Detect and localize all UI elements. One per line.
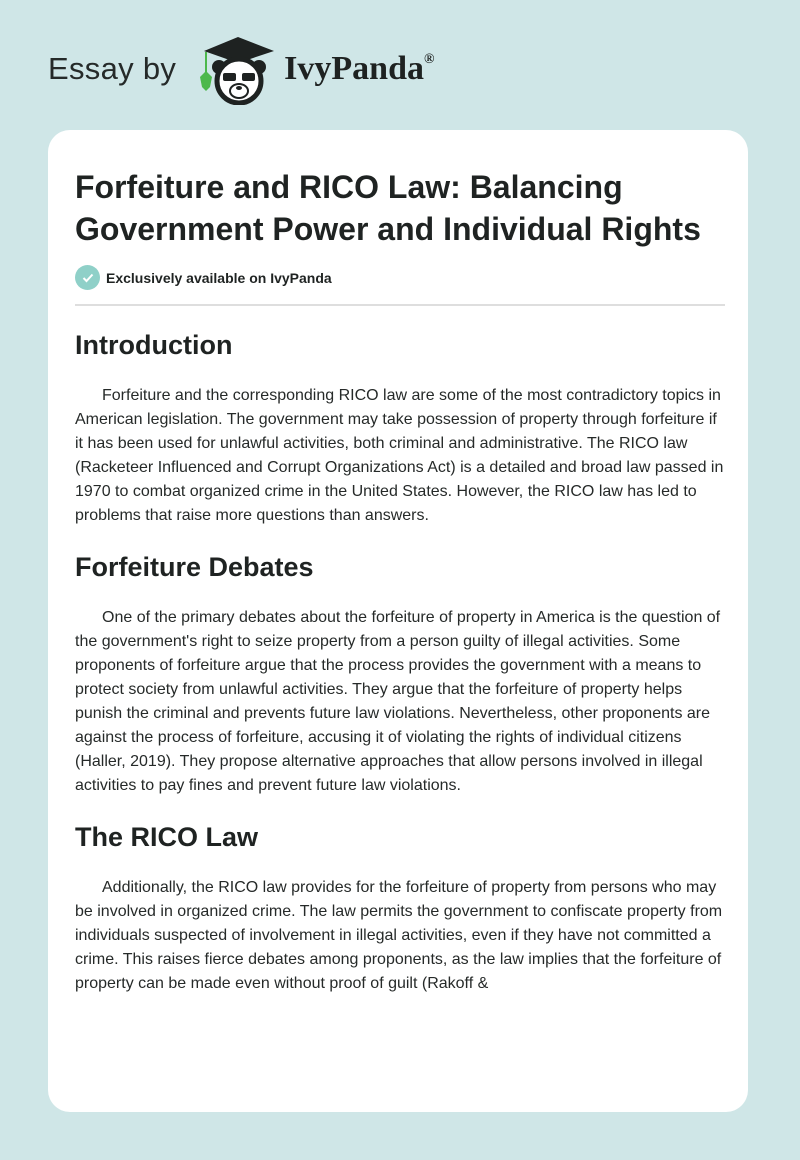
section-heading: Forfeiture Debates	[75, 552, 314, 582]
essay-title: Forfeiture and RICO Law: Balancing Government Power and Individual Rights	[75, 169, 701, 247]
brand-name: IvyPanda®	[284, 50, 435, 87]
exclusive-label: Exclusively available on IvyPanda	[106, 269, 332, 286]
divider	[75, 304, 725, 306]
section-heading: The RICO Law	[75, 822, 259, 852]
site-header	[48, 34, 434, 104]
essay-card	[48, 130, 748, 1112]
section-heading: Introduction	[75, 330, 233, 360]
panda-logo-icon	[196, 33, 278, 105]
ivypanda-logo[interactable]	[196, 33, 434, 105]
section-paragraph: Additionally, the RICO law provides for the forfeiture of property from persons who may be involved in organized crime. The law permits the government to confiscate property from individuals suspected of involvement in illegal activities, even if they have not committed a crime. This raises fierce debates among proponents, as the law implies that the forfeiture of property can be made even without proof of guilt (Rakoff &	[75, 879, 723, 992]
essay-by-label: Essay by	[48, 51, 177, 86]
section-paragraph: Forfeiture and the corresponding RICO law are some of the most contradictory topics in American legislation. The government may take possession of property through forfeiture if it has been used for unlawful activities, both criminal and administrative. The RICO law (Racketeer Influenced and Corrupt Organizations Act) is a detailed and broad law passed in 1970 to combat organized crime in the United States. However, the RICO law has led to problems that raise more questions than answers.	[75, 387, 724, 524]
check-circle-icon	[75, 265, 100, 290]
section-paragraph: One of the primary debates about the forfeiture of property in America is the question of the government's right to seize property from a person guilty of illegal activities. Some proponents of forfeiture argue that the process provides the government with a means to protect society from unlawful activities. They argue that the forfeiture of property helps punish the criminal and prevents future law violations. Nevertheless, other proponents are against the process of forfeiture, accusing it of violating the rights of individual citizens (Haller, 2019). They propose alternative approaches that allow persons involved in illegal activities to pay fines and prevent future law violations.	[75, 609, 721, 794]
exclusive-badge	[75, 265, 725, 290]
